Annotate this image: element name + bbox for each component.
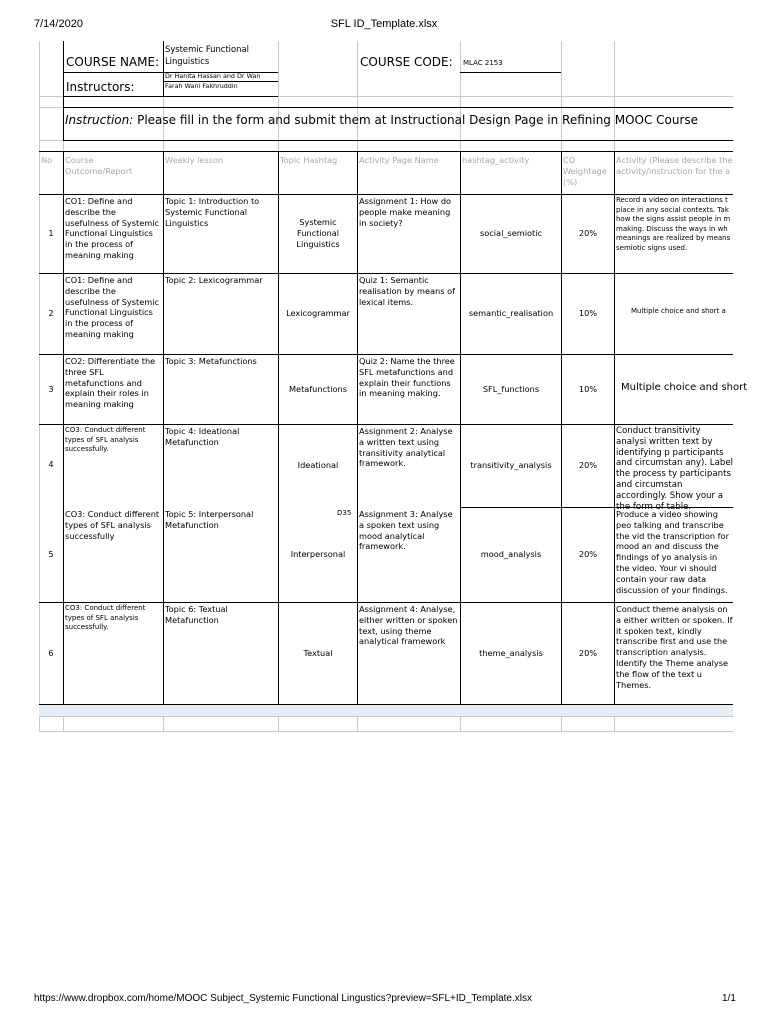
instructors-value: Dr Hanita Hassan and Dr Wan Farah Wani Fakhruddin	[165, 72, 261, 90]
row-hashtag: Ideational	[297, 459, 339, 470]
row-page-name: Assignment 2: Analyse a written text using transitivity analytical framework.	[359, 426, 453, 469]
row-lesson: Topic 2: Lexicogrammar	[165, 275, 263, 285]
row-page-name: Assignment 3: Analyse a spoken text using mood analytical framework.	[359, 509, 453, 552]
row-lesson: Topic 3: Metafunctions	[165, 356, 257, 366]
row-hashtag: Textual	[303, 647, 333, 658]
spreadsheet	[39, 41, 748, 732]
row-weightage: 20%	[578, 549, 598, 560]
col-header-lesson: Weekly lesson	[165, 155, 224, 165]
print-footer-url: https://www.dropbox.com/home/MOOC Subject_Systemic Functional Lingustics?preview=SFL+ID_Template.xlsx	[34, 993, 532, 1004]
course-name-label: COURSE NAME:	[66, 55, 160, 69]
row-hashtag: Metafunctions	[288, 383, 348, 394]
row-page-name: Assignment 4: Analyse, either written or spoken text, using theme analytical framework	[359, 604, 458, 647]
row-hashtag-activity: semantic_realisation	[468, 308, 554, 319]
print-page-number: 1/1	[722, 993, 736, 1004]
row-outcome: CO2: Differentiate the three SFL metafunctions and explain their roles in meaning making	[65, 356, 156, 410]
row-hashtag-activity: SFL_functions	[482, 383, 540, 394]
row-hashtag-activity: theme_analysis	[479, 647, 543, 658]
row-weightage: 20%	[578, 460, 598, 471]
col-header-hashtag: Topic Hashtag	[280, 155, 338, 165]
row-outcome: CO1: Define and describe the usefulness of Systemic Functional Linguistics in the process of meaning making	[65, 196, 160, 260]
row-hashtag-activity: transitivity_analysis	[470, 460, 552, 471]
row-activity: Produce a video showing peo talking and transcribe the vid the transcription for mood an and discuss the findings of yo analysis in the video. Your vi should contain your raw data discussion of your findings.	[616, 509, 729, 595]
row-lesson: Topic 1: Introduction to Systemic Functional Linguistics	[165, 196, 260, 228]
row-hashtag-activity: social_semiotic	[480, 228, 542, 239]
row-hashtag-activity: mood_analysis	[480, 549, 542, 560]
row-no: 6	[48, 647, 54, 658]
print-date: 7/14/2020	[34, 18, 83, 30]
instruction-line	[65, 113, 733, 129]
row-no: 5	[48, 549, 54, 560]
instruction-text: Please fill in the form and submit them at Instructional Design Page in Refining MOOC Course	[133, 113, 699, 127]
row-lesson: Topic 4: Ideational Metafunction	[165, 426, 240, 447]
row-no: 4	[48, 458, 54, 469]
row-no: 3	[48, 383, 54, 394]
row-outcome: CO1: Define and describe the usefulness of Systemic Functional Linguistics in the process of meaning making	[65, 275, 160, 339]
row-page-name: Quiz 1: Semantic realisation by means of lexical items.	[359, 275, 455, 307]
row-weightage: 10%	[578, 383, 598, 394]
row-activity: Multiple choice and short a	[631, 307, 726, 315]
row-weightage: 20%	[578, 647, 598, 658]
row-outcome: CO3: Conduct different types of SFL analysis successfully	[65, 509, 160, 541]
col-header-weightage: CO Weightage (%)	[563, 155, 607, 187]
row-weightage: 20%	[578, 228, 598, 239]
row-activity: Multiple choice and short	[621, 382, 748, 393]
cell-note: D35	[337, 509, 352, 517]
col-header-activity: Activity (Please describe the activity/instruction for the a	[616, 155, 733, 176]
row-activity: Conduct theme analysis on a either written or spoken. If it spoken text, kindly transcribe first and use the transcription analysis. Identify the Theme analyse the flow of the text u Themes.	[616, 604, 733, 690]
row-activity: Record a video on interactions t place in any social contexts. Tak how the signs assist people in m making. Discuss the ways in wh meanings are realized by means semiotic signs used.	[616, 196, 731, 252]
row-outcome: CO3: Conduct different types of SFL analysis successfully.	[65, 604, 146, 632]
row-lesson: Topic 5: Interpersonal Metafunction	[165, 509, 254, 530]
row-no: 1	[48, 228, 54, 239]
row-page-name: Quiz 2: Name the three SFL metafunctions and explain their functions in meaning making.	[359, 356, 455, 399]
print-file-title: SFL ID_Template.xlsx	[330, 18, 438, 30]
row-page-name: Assignment 1: How do people make meaning in society?	[359, 196, 452, 228]
instruction-label: Instruction:	[65, 113, 134, 127]
course-code-label: COURSE CODE:	[360, 55, 453, 69]
course-name-value: Systemic Functional Linguistics	[165, 44, 249, 66]
instructors-label: Instructors:	[66, 79, 135, 94]
row-lesson: Topic 6: Textual Metafunction	[165, 604, 228, 625]
row-no: 2	[48, 308, 54, 319]
col-header-page-name: Activity Page Name	[359, 155, 439, 165]
row-hashtag: Interpersonal	[290, 549, 346, 560]
row-weightage: 10%	[578, 308, 598, 319]
col-header-outcome: Course Outcome/Report	[65, 155, 133, 176]
row-hashtag: Lexicogrammar	[286, 308, 350, 319]
col-header-no: No	[41, 155, 53, 165]
col-header-hashtag-activity: hashtag_activity	[462, 155, 530, 165]
course-code-value: MLAC 2153	[463, 59, 503, 67]
row-outcome: CO3: Conduct different types of SFL analysis successfully.	[65, 426, 146, 454]
row-hashtag: Systemic Functional Linguistics	[296, 217, 340, 249]
row-activity: Conduct transitivity analysi written text by identifying p participants and circumstan any). Label the process ty participants and circumstan accordingly. Show your a the form of table.	[616, 426, 733, 512]
